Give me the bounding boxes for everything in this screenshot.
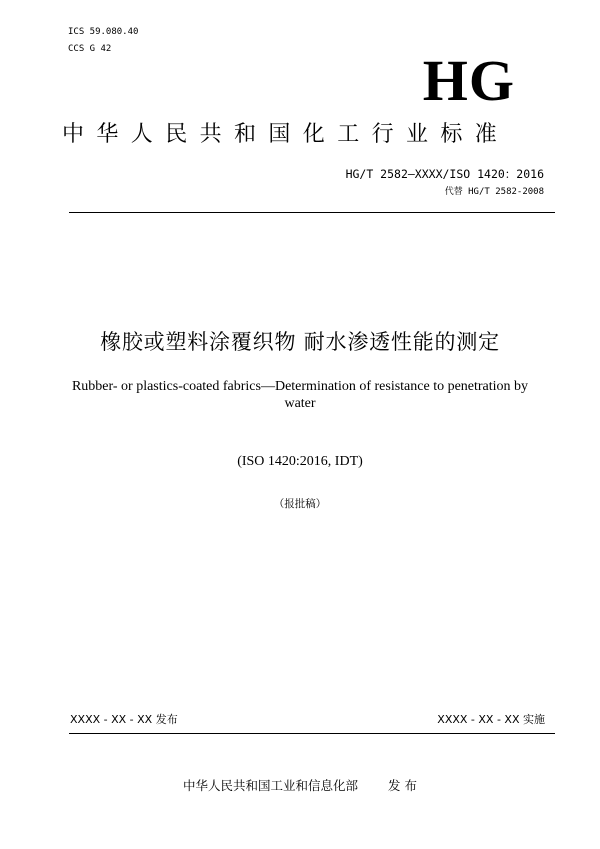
standard-number: HG/T 2582—XXXX/ISO 1420：2016 — [345, 167, 544, 181]
publish-label: 发 布 — [388, 778, 417, 793]
publisher-name: 中华人民共和国工业和信息化部 — [183, 778, 359, 793]
publisher-line — [0, 777, 600, 795]
document-title-zh: 橡胶或塑料涂覆织物 耐水渗透性能的测定 — [100, 330, 500, 354]
issue-date: XXXX - XX - XX 发布 — [70, 713, 178, 726]
draft-status: （报批稿） — [273, 498, 327, 510]
iso-equivalence: (ISO 1420:2016, IDT) — [237, 454, 363, 469]
footer-divider — [69, 733, 555, 734]
hg-logo: HG — [422, 48, 515, 113]
standard-category-title: 中华人民共和国化工行业标准 — [62, 122, 510, 147]
header-divider — [69, 212, 555, 213]
implementation-date: XXXX - XX - XX 实施 — [437, 713, 545, 726]
replaces-note: 代替 HG/T 2582-2008 — [444, 187, 544, 197]
ccs-code: CCS G 42 — [68, 44, 112, 54]
ics-code: ICS 59.080.40 — [68, 27, 139, 37]
document-title-en: Rubber- or plastics-coated fabrics—Determination of resistance to penetration by water — [71, 379, 529, 411]
